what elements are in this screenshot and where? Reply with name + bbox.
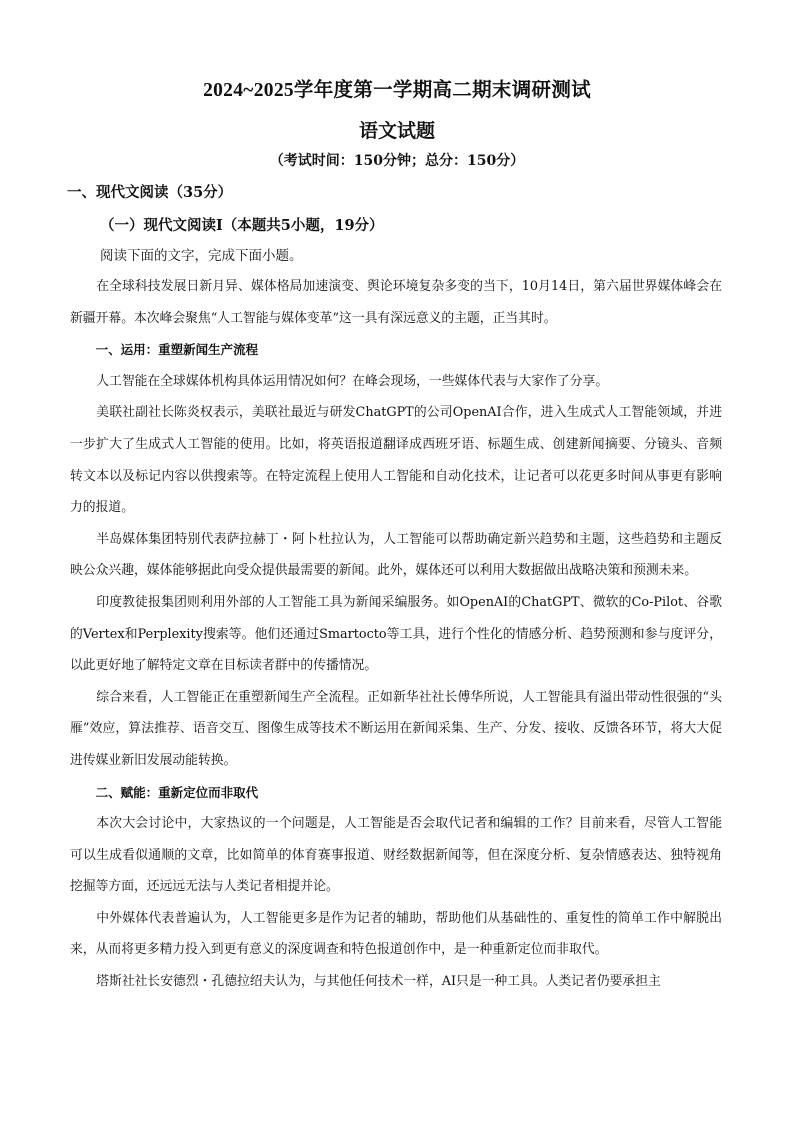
article-subheading: 一、运用：重塑新闻生产流程 bbox=[95, 342, 259, 358]
reading-instruction: 阅读下面的文字，完成下面小题。 bbox=[100, 248, 303, 264]
sub-heading: （一）现代文阅读Ⅰ（本题共5小题，19分） bbox=[100, 217, 384, 234]
subject-title: 语文试题 bbox=[358, 120, 435, 142]
article-paragraph: 中外媒体代表普遍认为，人工智能更多是作为记者的辅助，帮助他们从基础性的、重复性的简单工作中解脱出来，从而将更多精力投入到更有意义的深度调查和特色报道创作中，是一种重新定位而非取代。 bbox=[70, 910, 722, 958]
article-paragraph: 半岛媒体集团特别代表萨拉赫丁・阿卜杜拉认为，人工智能可以帮助确定新兴趋势和主题，这些趋势和主题反映公众兴趣，媒体能够据此向受众提供最需要的新闻。此外，媒体还可以利用大数据做出战略决策和预测未来。 bbox=[70, 531, 722, 579]
article-paragraph: 人工智能在全球媒体机构具体运用情况如何？在峰会现场，一些媒体代表与大家作了分享。 bbox=[96, 373, 609, 389]
section-heading: 一、现代文阅读（35分） bbox=[67, 184, 233, 201]
article-paragraph: 美联社副社长陈炎权表示，美联社最近与研发ChatGPT的公司OpenAI合作，进入生成式人工智能领域，并进一步扩大了生成式人工智能的使用。比如，将英语报道翻译成西班牙语、标题生成、创建新闻摘要、分镜头、音频转文本以及标记内容以供搜索等。在特定流程上使用人工智能和自动化技术，让记者可以花更多时间从事更有影响力的报道。 bbox=[70, 405, 722, 516]
exam-title: 2024~2025学年度第一学期高二期末调研测试 bbox=[203, 80, 591, 101]
article-paragraph: 本次大会讨论中，大家热议的一个问题是，人工智能是否会取代记者和编辑的工作？目前来看，尽管人工智能可以生成看似通顺的文章，比如简单的体育赛事报道、财经数据新闻等，但在深度分析、复杂情感表达、独特视角挖掘等方面，还远远无法与人类记者相提并论。 bbox=[70, 816, 722, 895]
exam-info: （考试时间：150分钟；总分：150分） bbox=[269, 153, 525, 169]
article-subheading: 二、赋能：重新定位而非取代 bbox=[95, 784, 259, 800]
article-body bbox=[70, 271, 722, 998]
article-paragraph: 在全球科技发展日新月异、媒体格局加速演变、舆论环境复杂多变的当下，10月14日，第六届世界媒体峰会在新疆开幕。本次峰会聚焦“人工智能与媒体变革”这一具有深远意义的主题，正当其时。 bbox=[70, 279, 722, 326]
article-paragraph: 综合来看，人工智能正在重塑新闻生产全流程。正如新华社社长傅华所说，人工智能具有溢出带动性很强的“头雁”效应，算法推荐、语音交互、图像生成等技术不断运用在新闻采集、生产、分发、接收、反馈各环节，将大大促进传媒业新旧发展动能转换。 bbox=[70, 689, 722, 768]
article-paragraph: 塔斯社社长安德烈・孔德拉绍夫认为，与其他任何技术一样，AI只是一种工具。人类记者仍要承担主 bbox=[96, 974, 661, 990]
article-paragraph: 印度教徒报集团则利用外部的人工智能工具为新闻采编服务。如OpenAI的ChatGPT、微软的Co-Pilot、谷歌的Vertex和Perplexity搜索等。他们还通过Smartocto等工具，进行个性化的情感分析、趋势预测和参与度评分，以此更好地了解特定文章在目标读者群中的传播情况。 bbox=[70, 594, 722, 674]
